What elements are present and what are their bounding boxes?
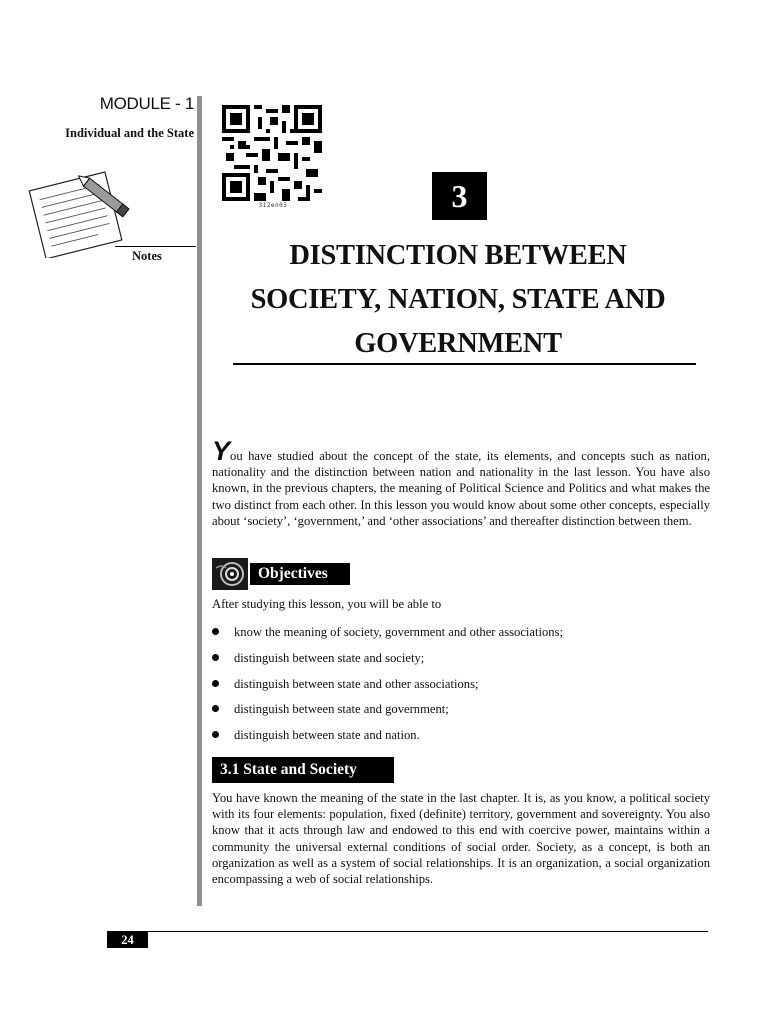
chapter-title-line: SOCIETY, NATION, STATE AND: [250, 284, 666, 315]
module-subtitle: Individual and the State: [65, 126, 194, 140]
objectives-heading: [212, 558, 350, 590]
list-item: [212, 624, 563, 650]
notes-illustration: [22, 158, 138, 258]
target-icon: [212, 558, 248, 590]
drop-cap: Y: [212, 436, 231, 466]
list-item-text: distinguish between state and government;: [234, 702, 449, 717]
margin-bar: [197, 96, 202, 906]
bullet-icon: [212, 705, 219, 712]
bullet-icon: [212, 654, 219, 661]
list-item-text: distinguish between state and nation.: [234, 728, 420, 743]
list-item-text: distinguish between state and other associations;: [234, 676, 479, 691]
list-item: [212, 727, 563, 753]
list-item: [212, 701, 563, 727]
list-item-text: know the meaning of society, government and other associations;: [234, 625, 563, 639]
chapter-title: [210, 234, 706, 366]
list-item: [212, 676, 563, 702]
title-rule: [233, 363, 696, 365]
bullet-icon: [212, 628, 219, 635]
objectives-lead: After studying this lesson, you will be able to: [212, 597, 442, 611]
page-number: 24: [107, 932, 148, 948]
chapter-number: 3: [432, 172, 487, 220]
bullet-icon: [212, 731, 219, 738]
section-heading: 3.1 State and Society: [212, 757, 394, 783]
intro-paragraph: [212, 436, 710, 529]
notes-label: Notes: [132, 249, 162, 263]
list-item: [212, 650, 563, 676]
intro-text: ou have studied about the concept of the state, its elements, and concepts such as nation, nationality and the distinction between nation and nationality in the last lesson. You have also known, in the previous chapters, the meaning of Political Science and Politics and what makes the two distinct from each other. In this lesson you would know about some other concepts, especially about ‘society’, ‘government,’ and ‘other associations’ and thereafter distinction between them.: [212, 449, 710, 528]
notes-rule: [115, 246, 196, 247]
list-item-text: distinguish between state and society;: [234, 650, 425, 665]
qr-code-id: 312en03: [258, 202, 288, 209]
chapter-title-line: GOVERNMENT: [354, 328, 562, 359]
section-paragraph: You have known the meaning of the state in the last chapter. It is, as you know, a political society with its four elements: population, fixed (definite) territory, government and sovereignty. You also know that it acts through law and endowed to this end with coercive power, maintains within a community the universal external conditions of social order. Society, as a concept, is both an organization as well as a system of social relationships. It is an organization, a social organization encompassing a web of social relationships.: [212, 791, 710, 887]
chapter-title-line: DISTINCTION BETWEEN: [289, 240, 627, 271]
footer-rule: [107, 931, 708, 932]
qr-code: [222, 105, 322, 201]
module-label: MODULE - 1: [99, 94, 194, 113]
objectives-list: [212, 624, 563, 753]
objectives-label: Objectives: [250, 563, 350, 585]
bullet-icon: [212, 680, 219, 687]
